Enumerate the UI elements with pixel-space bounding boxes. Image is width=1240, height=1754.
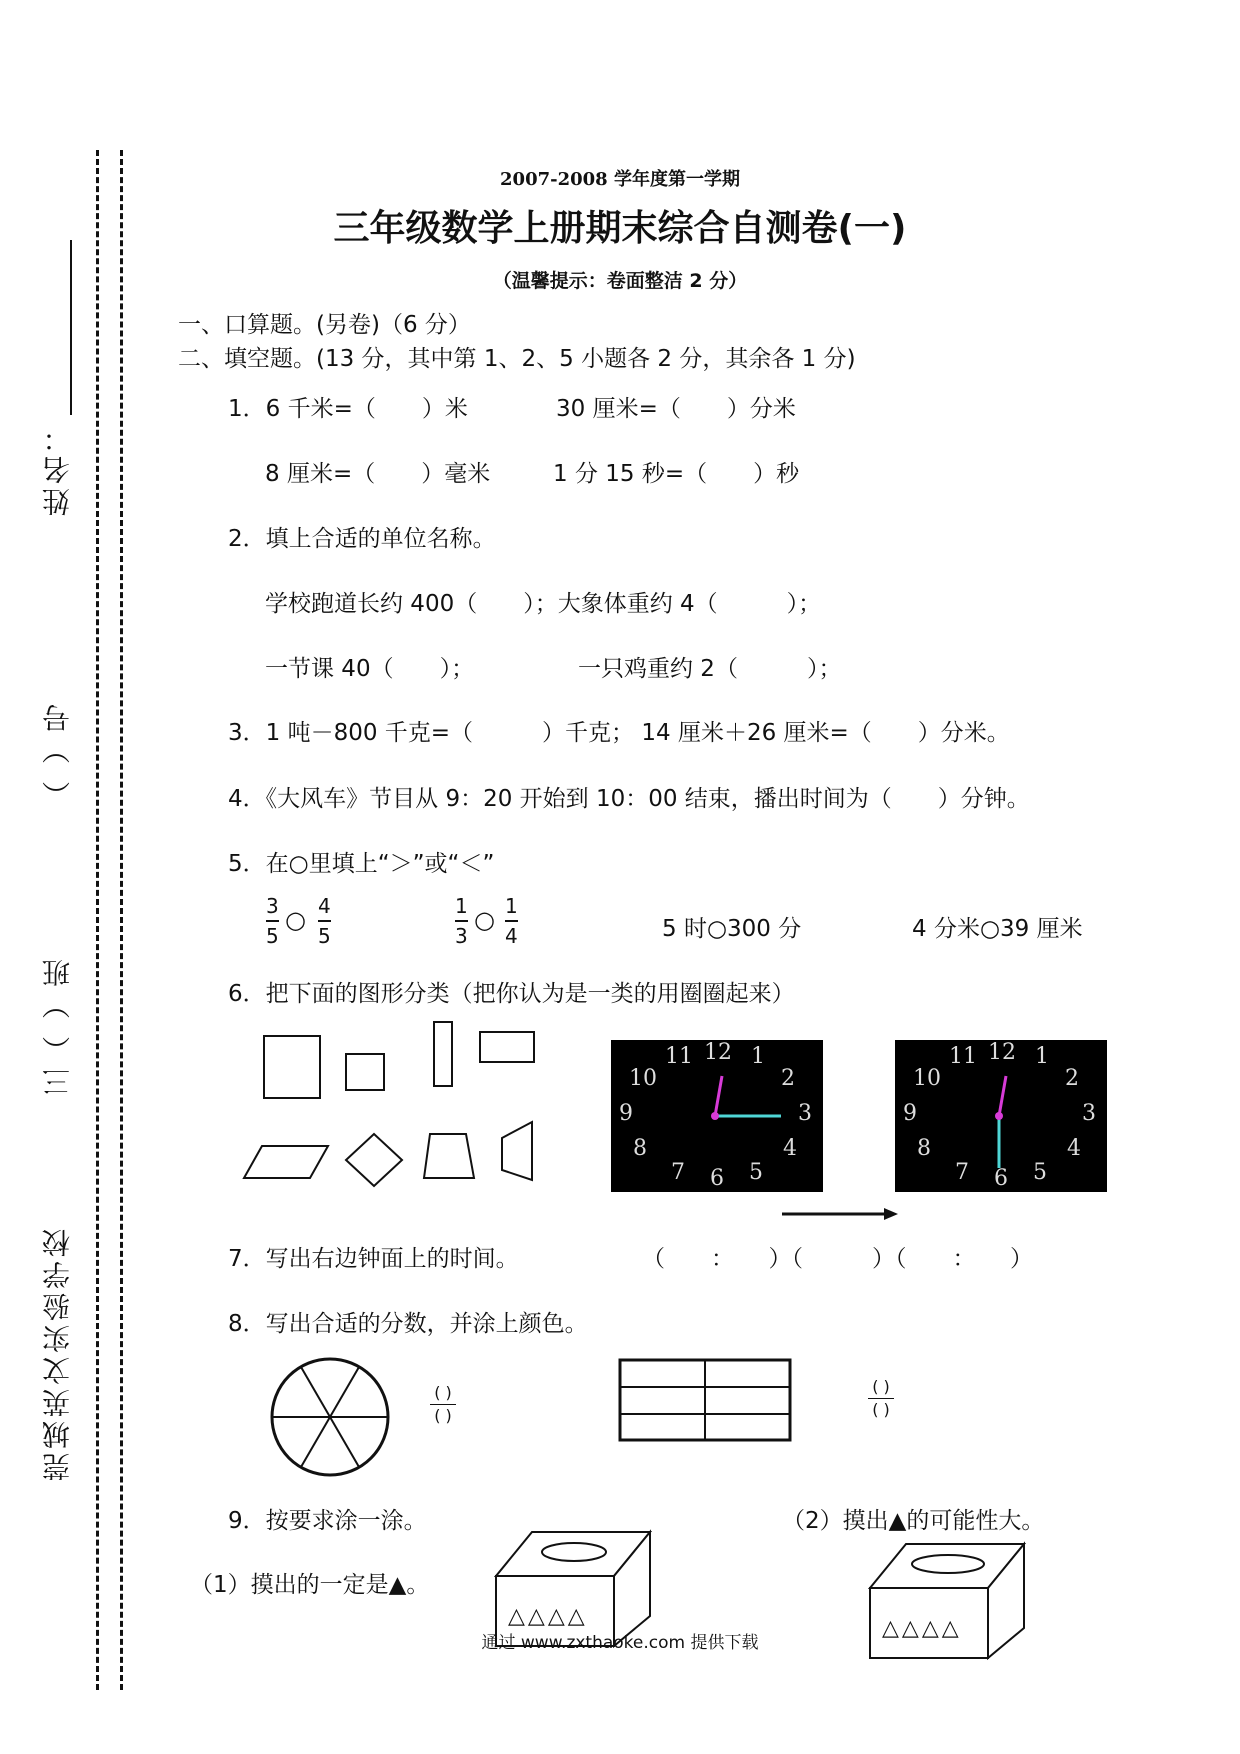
clock-number: 11: [665, 1044, 693, 1069]
q2-line-1: 学校跑道长约 400（ ）；大象体重约 4（ ）；: [265, 591, 822, 617]
binding-dash-line-2: [120, 150, 123, 1690]
fraction-bar: [455, 920, 468, 922]
q5-compare-d: 4 分米○39 厘米: [912, 916, 1083, 942]
rectangle-horizontal[interactable]: [480, 1032, 534, 1062]
fraction-answer-1[interactable]: [426, 1384, 460, 1425]
clock-number: 10: [629, 1066, 657, 1091]
fraction-bar: [266, 920, 279, 922]
clock-number: 7: [955, 1160, 969, 1185]
clock-face-2: [895, 1040, 1107, 1192]
clock-number: 5: [749, 1160, 763, 1185]
shapes-to-classify: [240, 1010, 550, 1200]
clock-face-1: [611, 1040, 823, 1192]
fraction-bar: [868, 1398, 894, 1399]
student-number-label: （ ）号: [41, 700, 74, 809]
clock-number: 9: [903, 1101, 917, 1126]
arrow-right-icon: [780, 1206, 900, 1222]
minute-hand: [715, 1076, 722, 1116]
clock-number: 2: [781, 1066, 795, 1091]
fraction-bar: [318, 920, 331, 922]
clock-number: 6: [994, 1166, 1008, 1191]
box-2-triangles: △△△△: [882, 1616, 962, 1641]
q9-part-2: （2）摸出▲的可能性大。: [782, 1508, 1045, 1534]
clock-number: 1: [1035, 1044, 1049, 1069]
trapezoid[interactable]: [424, 1134, 474, 1178]
numerator: 3: [266, 894, 279, 918]
circle-divided-6: [268, 1355, 392, 1479]
q2-line-2a: 一节课 40（ ）；: [265, 656, 475, 682]
numerator-blank: ( ): [434, 1383, 452, 1402]
clock-number: 6: [710, 1166, 724, 1191]
denominator: 4: [505, 924, 518, 948]
section-2-heading: 二、填空题。(13 分，其中第 1、2、5 小题各 2 分，其余各 1 分): [178, 346, 856, 372]
clock-number: 7: [671, 1160, 685, 1185]
q1-part-a: 1．6 千米=（ ）米: [228, 396, 468, 422]
rectangle-divided-6: [618, 1358, 794, 1444]
fraction-answer-2[interactable]: [864, 1378, 898, 1419]
clock-hands: [611, 1040, 823, 1192]
fraction-4-5: [318, 895, 331, 947]
minute-hand: [999, 1076, 1006, 1116]
binding-dash-line-1: [96, 150, 99, 1690]
compare-circle[interactable]: ○: [285, 906, 306, 934]
fraction-bar: [430, 1404, 456, 1405]
square-small[interactable]: [346, 1054, 384, 1090]
clock-number: 2: [1065, 1066, 1079, 1091]
q5-heading: 5．在○里填上“＞”或“＜”: [228, 851, 495, 877]
q4-text: 4．《大风车》节目从 9：20 开始到 10：00 结束，播出时间为（ ）分钟。: [228, 786, 1030, 812]
trapezoid-side[interactable]: [502, 1122, 532, 1180]
term-line: 2007-2008 学年度第一学期: [500, 169, 740, 190]
fraction-1-3: [455, 895, 468, 947]
clock-number: 8: [633, 1136, 647, 1161]
fraction-bar: [505, 920, 518, 922]
q6-text: 6．把下面的图形分类（把你认为是一类的用圈圈起来）: [228, 981, 795, 1007]
clock-number: 12: [704, 1040, 732, 1065]
section-1-heading: 一、口算题。(另卷)（6 分）: [178, 312, 471, 338]
clock-center: [995, 1112, 1003, 1120]
parallelogram[interactable]: [244, 1146, 328, 1178]
denominator-blank: ( ): [434, 1406, 452, 1425]
q1-part-b: 30 厘米=（ ）分米: [556, 396, 796, 422]
clock-number: 11: [949, 1044, 977, 1069]
q1-part-d: 1 分 15 秒=（ ）秒: [553, 461, 800, 487]
q2-line-2b: 一只鸡重约 2（ ）；: [578, 656, 842, 682]
class-label: 三（ ）班: [41, 955, 74, 1096]
q9-text: 9．按要求涂一涂。: [228, 1508, 427, 1534]
fraction-3-5: [266, 895, 279, 947]
q9-part-1: （1）摸出的一定是▲。: [190, 1572, 430, 1598]
denominator-blank: ( ): [872, 1400, 890, 1419]
school-name: 莞城英文实验学校: [41, 1225, 74, 1481]
clock-center: [711, 1112, 719, 1120]
name-label: 姓名：: [41, 420, 74, 516]
square-large[interactable]: [264, 1036, 320, 1098]
q7-answer-blanks[interactable]: （ ： ）（ ）（ ： ）: [642, 1246, 1033, 1272]
page-title: 三年级数学上册期末综合自测卷(一): [333, 208, 907, 249]
clock-number: 4: [1067, 1136, 1081, 1161]
neatness-tip: （温馨提示：卷面整洁 2 分）: [492, 270, 748, 292]
clock-hands: [895, 1040, 1107, 1192]
clock-number: 10: [913, 1066, 941, 1091]
rectangle-vertical[interactable]: [434, 1022, 452, 1086]
numerator-blank: ( ): [872, 1377, 890, 1396]
q7-text: 7．写出右边钟面上的时间。: [228, 1246, 519, 1272]
clock-number: 3: [798, 1101, 812, 1126]
clock-number: 1: [751, 1044, 765, 1069]
clock-number: 4: [783, 1136, 797, 1161]
clock-number: 8: [917, 1136, 931, 1161]
q1-part-c: 8 厘米=（ ）毫米: [265, 461, 491, 487]
numerator: 1: [455, 894, 468, 918]
q5-compare-c: 5 时○300 分: [662, 916, 802, 942]
numerator: 4: [318, 894, 331, 918]
q8-text: 8．写出合适的分数，并涂上颜色。: [228, 1311, 588, 1337]
denominator: 5: [266, 924, 279, 948]
clock-number: 3: [1082, 1101, 1096, 1126]
q2-heading: 2．填上合适的单位名称。: [228, 526, 496, 552]
compare-circle[interactable]: ○: [474, 906, 495, 934]
clock-number: 5: [1033, 1160, 1047, 1185]
clock-number: 9: [619, 1101, 633, 1126]
fraction-1-4: [505, 895, 518, 947]
box-1-triangles: △△△△: [508, 1604, 588, 1629]
clock-number: 12: [988, 1040, 1016, 1065]
rhombus[interactable]: [346, 1134, 402, 1186]
denominator: 5: [318, 924, 331, 948]
denominator: 3: [455, 924, 468, 948]
download-footer: 通过 www.zxthaoke.com 提供下载: [481, 1633, 759, 1653]
q3-text: 3．1 吨－800 千克=（ ）千克； 14 厘米＋26 厘米=（ ）分米。: [228, 720, 1010, 746]
numerator: 1: [505, 894, 518, 918]
